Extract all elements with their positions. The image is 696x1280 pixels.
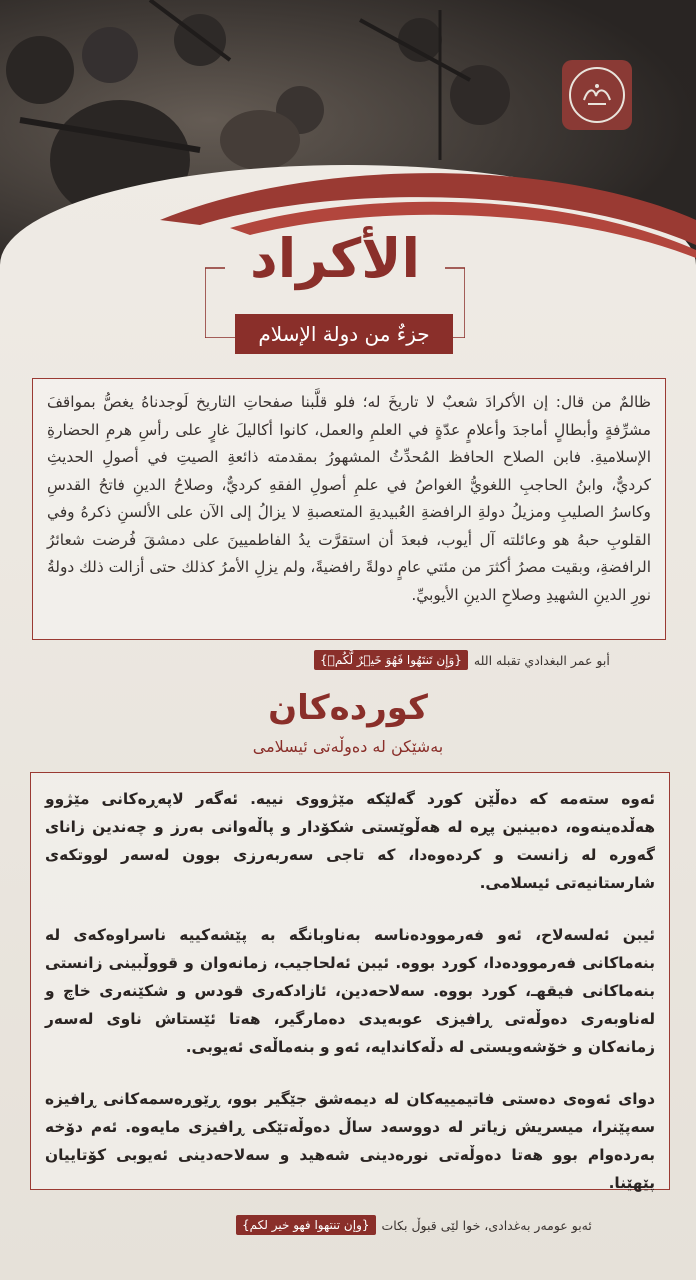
arabic-body-text: ظالمٌ من قال: إن الأكرادَ شعبٌ لا تاريخَ له؛ فلو قلَّبنا صفحاتِ التاريخ لَوجدناهُ يغصُّ بمواقفَ مشرِّفةٍ وأبطالٍ أماجدَ وأعلامٍ عدّةٍ في العلمِ والعمل، كانوا أكاليلَ غارٍ على رأسِ هرمِ الحضارةِ الإسلاميةِ. فابن الصلاح الحافظ المُحدِّثُ المشهورُ بمقدمته ذائعةِ الصيتِ في أصولِ الحديثِ كرديٌّ، وابنُ الحاجبِ اللغويُّ الغواصُ في علمِ أصولِ الفقهِ كرديٌّ، وصلاحُ الدينِ فاتحُ القدسِ وكاسرُ الصليبِ ومزيلُ دولةِ الرافضةِ العُبيديةِ المتعصبةِ لا يزالُ إلى الآن على الألسنِ ذكرهُ وفي القلوبِ حبهُ هو وعائلته آل أيوب، فبعدَ أن استقرَّت يدُ الفاطميينَ على دمشقَ فُرضت شعائرُ الرافضةِ، وبقيت مصرُ أكثرَ من مئتي عامٍ دولةً رافضيةً، ولم يزلِ الأمرُ كذلك حتى أزالت ذلك دولةُ نورِ الدينِ الشهيدِ وصلاحِ الدينِ الأيوبيِّ. (47, 393, 651, 604)
kurdish-title: کوردەکان (268, 688, 428, 728)
arabic-attribution (314, 650, 610, 670)
kurdish-verse-badge: {وإن تنتهوا فهو خير لكم} (236, 1215, 376, 1235)
arabic-subtitle: جزءٌ من دولة الإسلام (235, 314, 453, 354)
kurdish-paragraph: دوای ئەوەی دەستی فاتیمییەکان لە دیمەشق جێگیر بوو، ڕێوڕەسمەکانی ڕافیزە سەپێنرا، میسریش زیاتر لە دووسەد ساڵ دەوڵەتێکی ڕافیزی مایەوە. ئەم دۆخە بەردەوام بوو هەتا دەوڵەتی نورەدینی شەهید و سەلاحەدینی ئەیوبی کۆتاییان پێهێنا. (45, 1090, 655, 1192)
kurdish-paragraph: ئەوە ستەمە کە دەڵێن کورد گەلێکە مێژووی نییە. ئەگەر لاپەڕەکانی مێژوو هەڵدەینەوە، دەبینین پڕە لە هەڵوێستی شکۆدار و پاڵەوانی بەرز و چەندین زانای گەورە لە زانست و کردەوەدا، کە تاجی سەربەرزی بوون لەسەر لووتکەی شارستانیەتی ئیسلامی. (45, 790, 655, 892)
kurdish-attribution (236, 1215, 592, 1235)
kurdish-paragraph: ئیبن ئەلسەلاح، ئەو فەرموودەناسە بەناوبانگە بە پێشەکییە ناسراوەکەی لە بنەماکانی فەرموودەدا، کورد بووە. ئیبن ئەلحاجیب، زمانەوان و قووڵبینی زانستی بنەماکانی فیقهـ، کورد بووە. سەلاحەدین، ئازادکەری قودس و شکێنەری خاچ و لەناوبەری دەوڵەتی ڕافیزی عوبەیدی دەمارگیر، هەتا ئێستاش ناوی لەسەر زمانەکان و خۆشەویستی لە دڵەکاندایە، ئەو و بنەماڵەی ئەیوبی. (45, 926, 655, 1056)
caliphate-seal-icon (569, 67, 625, 123)
arabic-verse-badge: {وَإِن تَنتَهُوا فَهُوَ خَيۡرٌ لَّكُمۡ} (314, 650, 468, 670)
arabic-title: الأكراد (250, 227, 420, 290)
kurdish-subtitle: بەشێکن لە دەوڵەتی ئیسلامی (252, 737, 444, 756)
caliphate-seal-logo (562, 60, 632, 130)
kurdish-attribution-author: ئەبو عومەر بەغدادی، خوا لێی قبوڵ بکات (381, 1217, 592, 1233)
seal-calligraphy-icon (580, 82, 614, 108)
arabic-attribution-author: أبو عمر البغدادي تقبله الله (473, 652, 610, 668)
kurdish-text-box (30, 772, 670, 1190)
arabic-text-box (32, 378, 666, 640)
